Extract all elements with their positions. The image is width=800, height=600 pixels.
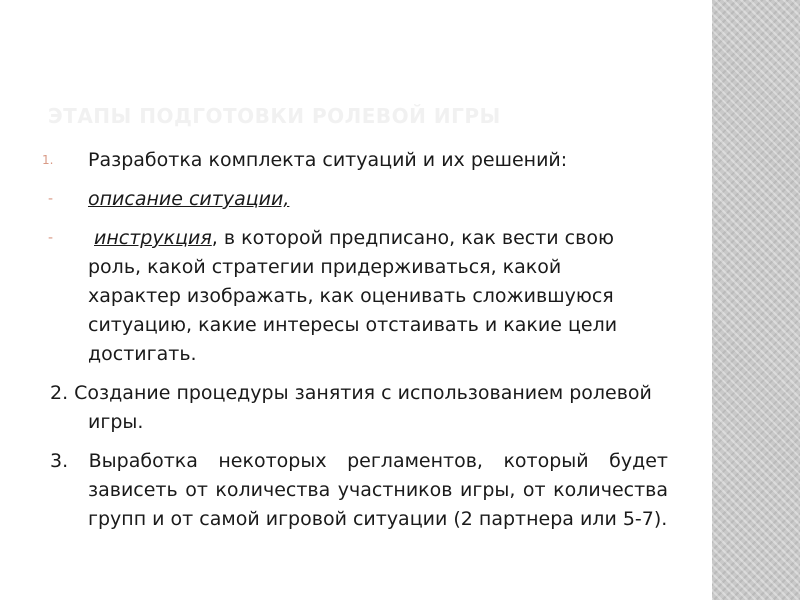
list-item-text: 3. Выработка некоторых регламентов, который будет зависеть от количества участников игры, от количества групп и от самой игровой ситуации (2 партнера или 5-7). bbox=[50, 450, 668, 530]
list-item-text: Разработка комплекта ситуаций и их решений: bbox=[88, 149, 568, 171]
sub-item-text: , в которой предписано, как вести свою роль, какой стратегии придерживаться, какой характер изображать, как оценивать сложившуюся ситуацию, какие интересы отстаивать и какие цели достигать. bbox=[88, 227, 618, 365]
list-item-text: 2. Создание процедуры занятия с использованием ролевой игры. bbox=[50, 382, 652, 433]
emphasis-text: описание ситуации, bbox=[88, 188, 290, 210]
list-item-3 bbox=[0, 447, 690, 534]
list-item-1 bbox=[0, 146, 690, 175]
slide-title: ЭТАПЫ ПОДГОТОВКИ РОЛЕВОЙ ИГРЫ bbox=[48, 104, 501, 128]
emphasis-text: инструкция bbox=[94, 227, 212, 249]
list-item-2 bbox=[0, 379, 690, 437]
list-marker: 1. bbox=[42, 153, 54, 167]
dash-marker: - bbox=[48, 191, 54, 207]
dash-marker: - bbox=[48, 230, 54, 246]
decorative-side-band bbox=[712, 0, 800, 600]
slide-body bbox=[0, 146, 690, 544]
sub-item-instruction bbox=[0, 224, 690, 369]
sub-item-description bbox=[0, 185, 690, 214]
